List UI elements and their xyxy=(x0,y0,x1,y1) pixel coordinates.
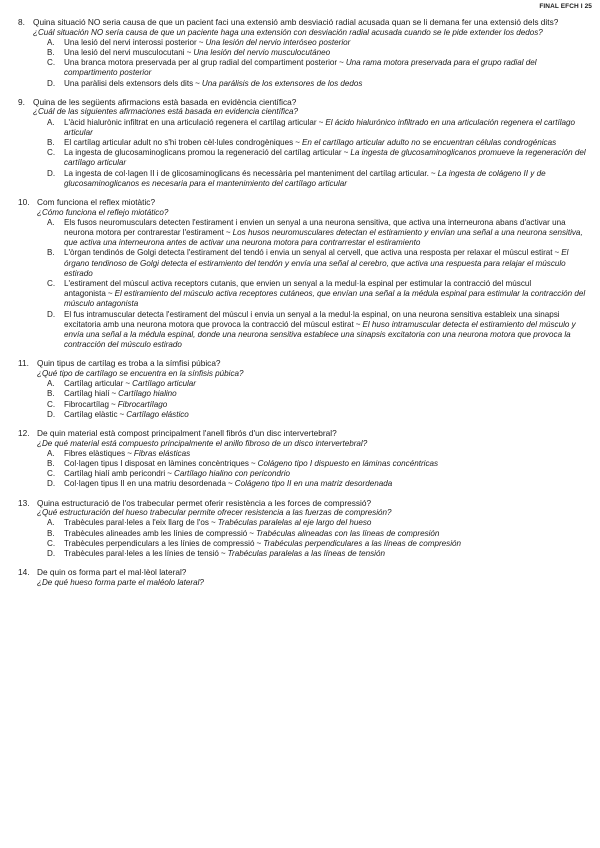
option-letter: B. xyxy=(47,138,55,148)
option-c[interactable] xyxy=(47,400,586,410)
option-d[interactable] xyxy=(47,310,586,351)
option-text-es: La ingesta de colágeno II y de glucosaminoglicanos es necesaria para el mantenimiento del cartílago articular xyxy=(64,168,546,188)
separator: ~ xyxy=(125,379,131,389)
option-text-es: El estiramiento del músculo activa receptores cutáneos, que envían una señal a la médula espinal para estimular la contracción del músculo antagonista xyxy=(64,289,586,309)
separator: ~ xyxy=(195,78,200,88)
question-text: De quin material està compost principalment l'anell fibrós d'un disc intervertebral? xyxy=(37,428,337,439)
option-text-es: Trabéculas paralelas a las líneas de tensión xyxy=(227,549,385,559)
option-letter: A. xyxy=(47,379,55,389)
option-d[interactable] xyxy=(47,79,586,89)
separator: ~ xyxy=(256,538,262,548)
question-11 xyxy=(18,358,586,420)
option-text-es: Colágeno tipo I dispuesto en láminas concéntricas xyxy=(257,459,439,469)
option-text-es: Trabéculas perpendiculares a las líneas de compresión xyxy=(263,538,461,548)
option-text-es: Los husos neuromusculares detectan el estiramiento y envían una señal a una neurona sensitiva, que activa una interneurona antes de activar una neurona motora para contrarrestar el estiramiento xyxy=(64,228,583,248)
option-c[interactable] xyxy=(47,539,586,549)
option-text-es: Cartílago hialino xyxy=(118,389,177,399)
question-text-es: ¿Qué estructuración del hueso trabecular permite ofrecer resistencia a las fuerzas de compresión? xyxy=(37,508,392,518)
option-letter: A. xyxy=(47,448,55,458)
question-list xyxy=(18,17,586,596)
option-list xyxy=(47,449,586,490)
option-text: L'estirament del múscul activa receptors cutanis, que envien un senyal a la medul·la espinal per estimular la contracció del múscul antagonista xyxy=(64,279,532,299)
question-number: 12. xyxy=(18,428,30,439)
option-text-es: Una lesión del nervio interóseo posterior xyxy=(205,37,351,47)
separator: ~ xyxy=(227,479,233,489)
option-text: Una lesió del nervi interossi posterior xyxy=(64,37,197,47)
option-letter: D. xyxy=(47,168,56,178)
option-b[interactable] xyxy=(47,48,586,58)
separator: ~ xyxy=(220,549,226,559)
option-letter: C. xyxy=(47,279,56,289)
separator: ~ xyxy=(111,389,117,399)
question-text: Quin tipus de cartílag es troba a la símfisi púbica? xyxy=(37,358,221,369)
option-text-es: Cartílago hialino con pericondrio xyxy=(173,469,291,479)
option-text: L'òrgan tendinós de Golgi detecta l'estirament del tendó i envia un senyal al cervell, que activa una resposta per relaxar el múscul estirat xyxy=(64,248,553,258)
separator: ~ xyxy=(295,138,300,148)
option-a[interactable] xyxy=(47,518,586,528)
question-text-es: ¿Cuál situación NO sería causa de que un paciente haga una extensión con desviación radial acusada cuando se le pide extender los dedos? xyxy=(33,27,543,37)
option-a[interactable] xyxy=(47,218,586,249)
option-letter: D. xyxy=(47,78,56,88)
option-letter: D. xyxy=(47,409,56,419)
option-text: Una paràlisi dels extensors dels dits xyxy=(64,78,194,88)
option-a[interactable] xyxy=(47,38,586,48)
option-text: Trabècules paral·leles a les línies de tensió xyxy=(64,549,219,559)
option-text: Cartílag hialí amb pericondri xyxy=(64,469,166,479)
option-a[interactable] xyxy=(47,118,586,138)
option-text-es: Trabéculas paralelas al eje largo del hueso xyxy=(217,518,372,528)
option-letter: A. xyxy=(47,518,55,528)
separator: ~ xyxy=(250,459,256,469)
option-list xyxy=(47,518,586,559)
option-c[interactable] xyxy=(47,469,586,479)
option-text-es: Fibrocartílago xyxy=(117,399,168,409)
option-letter: D. xyxy=(47,309,56,319)
option-text-es: Una lesión del nervio musculocutáneo xyxy=(193,48,331,57)
question-number: 11. xyxy=(18,358,29,369)
question-text: De quin os forma part el mal·lèol lateral? xyxy=(37,567,187,578)
option-text: Cartílag hialí xyxy=(64,389,110,399)
separator: ~ xyxy=(186,48,192,57)
option-c[interactable] xyxy=(47,279,586,310)
separator: ~ xyxy=(339,58,344,68)
option-text: La ingesta de col·lagen II i de glicosaminoglicans és necessària pel manteniment del cartílag articular. xyxy=(64,168,429,178)
option-letter: B. xyxy=(47,248,55,258)
option-b[interactable] xyxy=(47,389,586,399)
option-text: Fibrocartílag xyxy=(64,399,109,409)
option-list xyxy=(47,218,586,351)
option-text: Cartílag elàstic xyxy=(64,409,118,419)
separator: ~ xyxy=(554,248,560,258)
question-text: Quina de les següents afirmacions està basada en evidència científica? xyxy=(33,96,297,107)
option-letter: D. xyxy=(47,479,56,489)
option-text-es: Cartílago elástico xyxy=(126,409,189,419)
separator: ~ xyxy=(355,319,361,329)
separator: ~ xyxy=(430,168,436,178)
question-14 xyxy=(18,567,586,588)
option-text-es: La ingesta de glucosaminoglicanos promueve la regeneración del cartílago articular xyxy=(64,148,586,168)
question-number: 10. xyxy=(18,197,30,208)
option-letter: C. xyxy=(47,58,56,68)
question-text-es: ¿Cuál de las siguientes afirmaciones está basada en evidencia científica? xyxy=(33,107,298,117)
option-list xyxy=(47,118,586,189)
option-text: Trabècules alineades amb les línies de compressió xyxy=(64,528,248,538)
option-text-es: Cartílago articular xyxy=(132,379,197,389)
separator: ~ xyxy=(167,469,172,479)
option-b[interactable] xyxy=(47,529,586,539)
option-text-es: En el cartílago articular adulto no se encuentran células condrogénicas xyxy=(301,138,557,148)
separator: ~ xyxy=(198,37,204,47)
separator: ~ xyxy=(249,528,254,538)
option-text: L'àcid hialurònic infiltrat en una articulació regenera el cartílag articular xyxy=(64,117,317,127)
question-text: Com funciona el reflex miotàtic? xyxy=(37,197,156,208)
option-text-es: Una parálisis de los extensores de los dedos xyxy=(201,78,363,88)
option-a[interactable] xyxy=(47,449,586,459)
option-c[interactable] xyxy=(47,58,586,78)
option-text: Els fusos neuromusculars detecten l'estirament i envien un senyal a una neurona sensitiva, que activa una interneurona abans d'activar una neurona motora per contrarestar l'estirament xyxy=(64,217,566,238)
option-b[interactable] xyxy=(47,459,586,469)
separator: ~ xyxy=(110,399,116,409)
question-number: 13. xyxy=(18,497,30,508)
separator: ~ xyxy=(343,148,349,158)
option-d[interactable] xyxy=(47,549,586,559)
document-header: FINAL EFCH I 25 xyxy=(539,3,592,10)
option-text-es: El órgano tendinoso de Golgi detecta el estiramiento del tendón y envía una señal al cerebro, que activa una respuesta para relajar el músculo estirado xyxy=(64,248,569,278)
option-letter: B. xyxy=(47,528,55,538)
option-text-es: Trabéculas alineadas con las líneas de compresión xyxy=(256,528,440,538)
option-letter: C. xyxy=(47,538,56,548)
option-text-es: El huso intramuscular detecta el estiramiento del músculo y envía una señal a la médula espinal, donde una neurona sensitiva establece una sinapsis excitatoria con una neurona motora que provoca la contracción del músculo estirado xyxy=(64,319,576,350)
question-number: 9. xyxy=(18,96,25,107)
option-text: El cartílag articular adult no s'hi troben cèl·lules condrogèniques xyxy=(64,138,294,148)
question-number: 8. xyxy=(18,17,25,27)
option-list xyxy=(47,379,586,420)
option-text: Fibres elàstiques xyxy=(64,448,126,458)
question-10 xyxy=(18,197,586,350)
option-text: La ingesta de glucosaminoglicans promou la regeneració del cartílag articular xyxy=(64,148,342,158)
option-list xyxy=(47,38,586,89)
question-text-es: ¿De qué material está compuesto principalmente el anillo fibroso de un disco intervertebral? xyxy=(37,438,368,448)
question-8 xyxy=(18,17,586,89)
separator: ~ xyxy=(318,117,324,127)
option-text: Trabècules paral·leles a l'eix llarg de l'os xyxy=(64,518,209,528)
option-b[interactable] xyxy=(47,248,586,279)
option-letter: A. xyxy=(47,117,55,127)
question-number: 14. xyxy=(18,567,30,578)
separator: ~ xyxy=(127,448,132,458)
option-text-es: Colágeno tipo II en una matriz desordenada xyxy=(234,479,393,489)
separator: ~ xyxy=(119,409,125,419)
option-text-es: Fibras elásticas xyxy=(133,448,191,458)
option-text: Una lesió del nervi musculocutani xyxy=(64,48,185,57)
option-letter: C. xyxy=(47,148,56,158)
option-letter: B. xyxy=(47,389,55,399)
option-letter: C. xyxy=(47,469,56,479)
option-text: Cartílag articular xyxy=(64,379,124,389)
question-text: Quina estructuració de l'os trabecular permet oferir resistència a les forces de compressió? xyxy=(37,497,372,508)
separator: ~ xyxy=(210,518,216,528)
option-letter: C. xyxy=(47,399,56,409)
question-text-es: ¿De qué hueso forma parte el maléolo lateral? xyxy=(37,577,204,587)
option-b[interactable] xyxy=(47,138,586,148)
separator: ~ xyxy=(225,228,231,238)
question-12 xyxy=(18,428,586,490)
option-text: Una branca motora preservada per al grup radial del compartiment posterior xyxy=(64,58,338,68)
question-9 xyxy=(18,97,586,189)
option-text-es: El ácido hialurónico infiltrado en una articulación regenera el cartílago articular xyxy=(64,117,576,137)
question-text-es: ¿Qué tipo de cartílago se encuentra en la sínfisis púbica? xyxy=(37,369,244,379)
option-text: Trabècules perpendiculars a les línies de compressió xyxy=(64,538,255,548)
option-text: Col·lagen tipus I disposat en làmines concèntriques xyxy=(64,459,249,469)
option-d[interactable] xyxy=(47,169,586,189)
question-13 xyxy=(18,498,586,560)
option-letter: A. xyxy=(47,37,55,47)
option-text: El fus intramuscular detecta l'estirament del múscul i envia un senyal a la medul·la espinal, on una neurona sensitiva estableix una sinapsi excitatoria amb una neurona motora que provoca la contracció del múscul estirat xyxy=(64,309,560,329)
option-letter: B. xyxy=(47,48,55,57)
option-letter: A. xyxy=(47,217,55,227)
option-a[interactable] xyxy=(47,379,586,389)
option-letter: B. xyxy=(47,459,55,469)
option-text: Col·lagen tipus II en una matriu desordenada xyxy=(64,479,226,489)
option-text-es: Una rama motora preservada para el grupo radial del compartimento posterior xyxy=(64,58,537,78)
option-d[interactable] xyxy=(47,410,586,420)
question-text-es: ¿Cómo funciona el reflejo miotático? xyxy=(37,207,169,217)
option-letter: D. xyxy=(47,549,56,559)
question-text: Quina situació NO seria causa de que un pacient faci una extensió amb desviació radial acusada quan se li demana fer una extensió dels dits? xyxy=(33,17,559,27)
option-d[interactable] xyxy=(47,479,586,489)
option-c[interactable] xyxy=(47,148,586,168)
separator: ~ xyxy=(107,289,113,299)
